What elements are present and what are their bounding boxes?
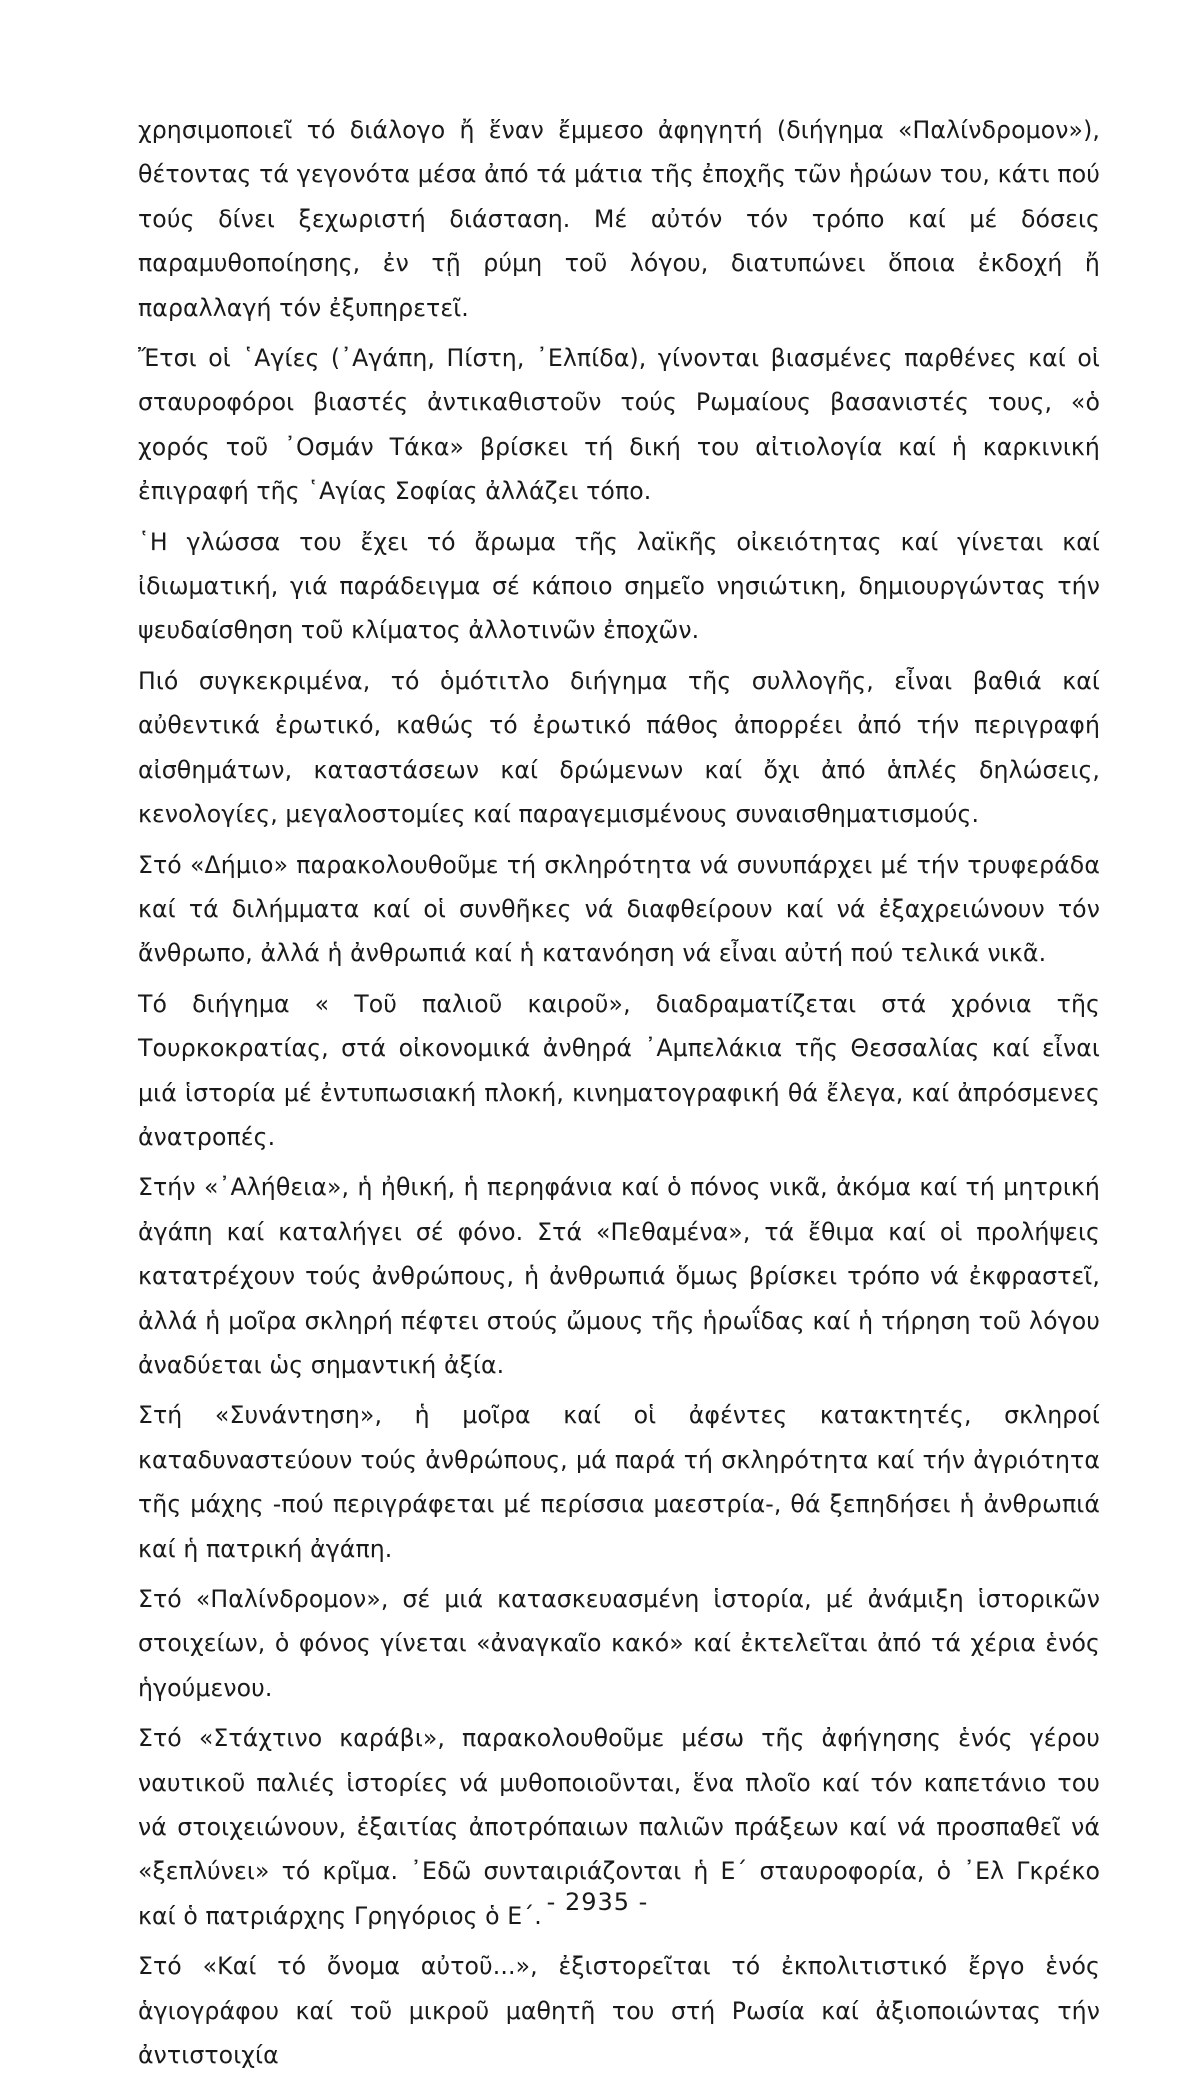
page-number: - 2935 - [546,1888,649,1916]
paragraph-10: Στό «Στάχτινο καράβι», παρακολουθοῦμε μέσω τῆς ἀφήγησης ἑνός γέρου ναυτικοῦ παλιές ἱστορίες νά μυθοποιοῦνται, ἕνα πλοῖο καί τόν καπετάνιο του νά στοιχειώνουν, ἐξαιτίας ἀποτρόπαιων παλιῶν πράξεων καί νά προσπαθεῖ νά «ξεπλύνει» τό κρῖμα. ᾿Εδῶ συνταιριάζονται ἡ Ε΄ σταυροφορία, ὁ ᾿Ελ Γκρέκο καί ὁ πατριάρχης Γρηγόριος ὁ Ε΄. [138,1724,1100,1930]
paragraph-1: χρησιμοποιεῖ τό διάλογο ἤ ἕναν ἔμμεσο ἀφηγητή (διήγημα «Παλίνδρομον»), θέτοντας τά γεγονότα μέσα ἀπό τά μάτια τῆς ἐποχῆς τῶν ἡρώων του, κάτι πού τούς δίνει ξεχωριστή διάσταση. Μέ αὐτόν τόν τρόπο καί μέ δόσεις παραμυθοποίησης, ἐν τῇ ρύμη τοῦ λόγου, διατυπώνει ὅποια ἐκδοχή ἤ παραλλαγή τόν ἐξυπηρετεῖ. [138,116,1100,322]
paragraph-5: Στό «Δήμιο» παρακολουθοῦμε τή σκληρότητα νά συνυπάρχει μέ τήν τρυφεράδα καί τά διλήμματα καί οἱ συνθῆκες νά διαφθείρουν καί νά ἐξαχρειώνουν τόν ἄνθρωπο, ἀλλά ἡ ἀνθρωπιά καί ἡ κατανόηση νά εἶναι αὐτή πού τελικά νικᾶ. [138,850,1100,968]
paragraph-8: Στή «Συνάντηση», ἡ μοῖρα καί οἱ ἀφέντες κατακτητές, σκληροί καταδυναστεύουν τούς ἀνθρώπους, μά παρά τή σκληρότητα καί τήν ἀγριότητα τῆς μάχης -πού περιγράφεται μέ περίσσια μαεστρία-, θά ξεπηδήσει ἡ ἀνθρωπιά καί ἡ πατρική ἀγάπη. [138,1401,1100,1563]
paragraph-2: Ἔτσι οἱ ῾Αγίες (᾿Αγάπη, Πίστη, ᾿Ελπίδα), γίνονται βιασμένες παρθένες καί οἱ σταυροφόροι βιαστές ἀντικαθιστοῦν τούς Ρωμαίους βασανιστές τους, «ὁ χορός τοῦ ᾿Οσμάν Τάκα» βρίσκει τή δική του αἰτιολογία καί ἡ καρκινική ἐπιγραφή τῆς ῾Αγίας Σοφίας ἀλλάζει τόπο. [138,344,1100,506]
body-text [138,108,1100,2083]
paragraph-9: Στό «Παλίνδρομον», σέ μιά κατασκευασμένη ἱστορία, μέ ἀνάμιξη ἱστορικῶν στοιχείων, ὁ φόνος γίνεται «ἀναγκαῖο κακό» καί ἐκτελεῖται ἀπό τά χέρια ἑνός ἡγούμενου. [138,1585,1100,1702]
paragraph-7: Στήν «᾿Αλήθεια», ἡ ἠθική, ἡ περηφάνια καί ὁ πόνος νικᾶ, ἀκόμα καί τή μητρική ἀγάπη καί καταλήγει σέ φόνο. Στά «Πεθαμένα», τά ἔθιμα καί οἱ προλήψεις κατατρέχουν τούς ἀνθρώπους, ἡ ἀνθρωπιά ὅμως βρίσκει τρόπο νά ἐκφραστεῖ, ἀλλά ἡ μοῖρα σκληρή πέφτει στούς ὤμους τῆς ἡρωΐδας καί ἡ τήρηση τοῦ λόγου ἀναδύεται ὡς σημαντική ἀξία. [138,1173,1100,1379]
paragraph-6: Τό διήγημα « Τοῦ παλιοῦ καιροῦ», διαδραματίζεται στά χρόνια τῆς Τουρκοκρατίας, στά οἰκονομικά ἀνθηρά ᾿Αμπελάκια τῆς Θεσσαλίας καί εἶναι μιά ἱστορία μέ ἐντυπωσιακή πλοκή, κινηματογραφική θά ἔλεγα, καί ἀπρόσμενες ἀνατροπές. [138,989,1100,1151]
paragraph-11: Στό «Καί τό ὄνομα αὐτοῦ...», ἐξιστορεῖται τό ἐκπολιτιστικό ἔργο ἑνός ἁγιογράφου καί τοῦ μικροῦ μαθητῆ του στή Ρωσία καί ἀξιοποιώντας τήν ἀντιστοιχία [138,1952,1100,2070]
paragraph-3: ῾Η γλώσσα του ἔχει τό ἄρωμα τῆς λαϊκῆς οἰκειότητας καί γίνεται καί ἰδιωματική, γιά παράδειγμα σέ κάποιο σημεῖο νησιώτικη, δημιουργώντας τήν ψευδαίσθηση τοῦ κλίματος ἀλλοτινῶν ἐποχῶν. [138,527,1100,645]
paragraph-4: Πιό συγκεκριμένα, τό ὁμότιτλο διήγημα τῆς συλλογῆς, εἶναι βαθιά καί αὐθεντικά ἐρωτικό, καθώς τό ἐρωτικό πάθος ἀπορρέει ἀπό τήν περιγραφή αἰσθημάτων, καταστάσεων καί δρώμενων καί ὄχι ἀπό ἁπλές δηλώσεις, κενολογίες, μεγαλοστομίες καί παραγεμισμένους συναισθηματισμούς. [138,666,1100,829]
